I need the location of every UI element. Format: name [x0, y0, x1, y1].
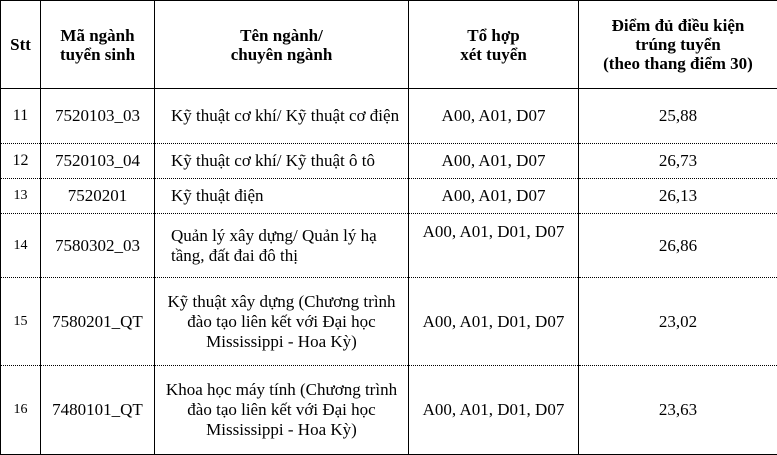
row-combo: A00, A01, D07	[409, 89, 579, 144]
header-row	[1, 1, 777, 89]
row-score: 25,88	[579, 89, 777, 144]
header-ma-nganh: Mã ngành tuyển sinh	[41, 1, 155, 89]
row-name: Kỹ thuật xây dựng (Chương trình đào tạo liên kết với Đại học Mississippi - Hoa Kỳ)	[155, 278, 409, 366]
table-row	[1, 214, 777, 278]
row-score: 26,86	[579, 214, 777, 278]
row-code: 7580201_QT	[41, 278, 155, 366]
row-score: 26,73	[579, 144, 777, 179]
row-code: 7520103_04	[41, 144, 155, 179]
row-stt: 13	[1, 179, 41, 214]
row-combo: A00, A01, D01, D07	[409, 366, 579, 455]
row-name: Kỹ thuật cơ khí/ Kỹ thuật cơ điện	[155, 89, 409, 144]
table-row	[1, 144, 777, 179]
header-diem: Điểm đủ điều kiện trúng tuyển (theo thang điểm 30)	[579, 1, 777, 89]
row-score: 23,63	[579, 366, 777, 455]
row-combo: A00, A01, D01, D07	[409, 214, 579, 278]
row-name: Kỹ thuật điện	[155, 179, 409, 214]
header-ten-nganh: Tên ngành/ chuyên ngành	[155, 1, 409, 89]
table-row	[1, 89, 777, 144]
row-code: 7520103_03	[41, 89, 155, 144]
row-score: 23,02	[579, 278, 777, 366]
row-stt: 15	[1, 278, 41, 366]
table-row	[1, 278, 777, 366]
row-code: 7520201	[41, 179, 155, 214]
row-combo: A00, A01, D07	[409, 144, 579, 179]
row-name: Quản lý xây dựng/ Quản lý hạ tầng, đất đai đô thị	[155, 214, 409, 278]
table-row	[1, 179, 777, 214]
row-combo: A00, A01, D07	[409, 179, 579, 214]
row-code: 7580302_03	[41, 214, 155, 278]
row-name: Khoa học máy tính (Chương trình đào tạo liên kết với Đại học Mississippi - Hoa Kỳ)	[155, 366, 409, 455]
row-code: 7480101_QT	[41, 366, 155, 455]
row-stt: 16	[1, 366, 41, 455]
row-stt: 11	[1, 89, 41, 144]
header-stt: Stt	[1, 1, 41, 89]
table-row	[1, 366, 777, 455]
row-combo: A00, A01, D01, D07	[409, 278, 579, 366]
row-score: 26,13	[579, 179, 777, 214]
row-stt: 12	[1, 144, 41, 179]
header-to-hop: Tổ hợp xét tuyển	[409, 1, 579, 89]
row-name: Kỹ thuật cơ khí/ Kỹ thuật ô tô	[155, 144, 409, 179]
row-stt: 14	[1, 214, 41, 278]
